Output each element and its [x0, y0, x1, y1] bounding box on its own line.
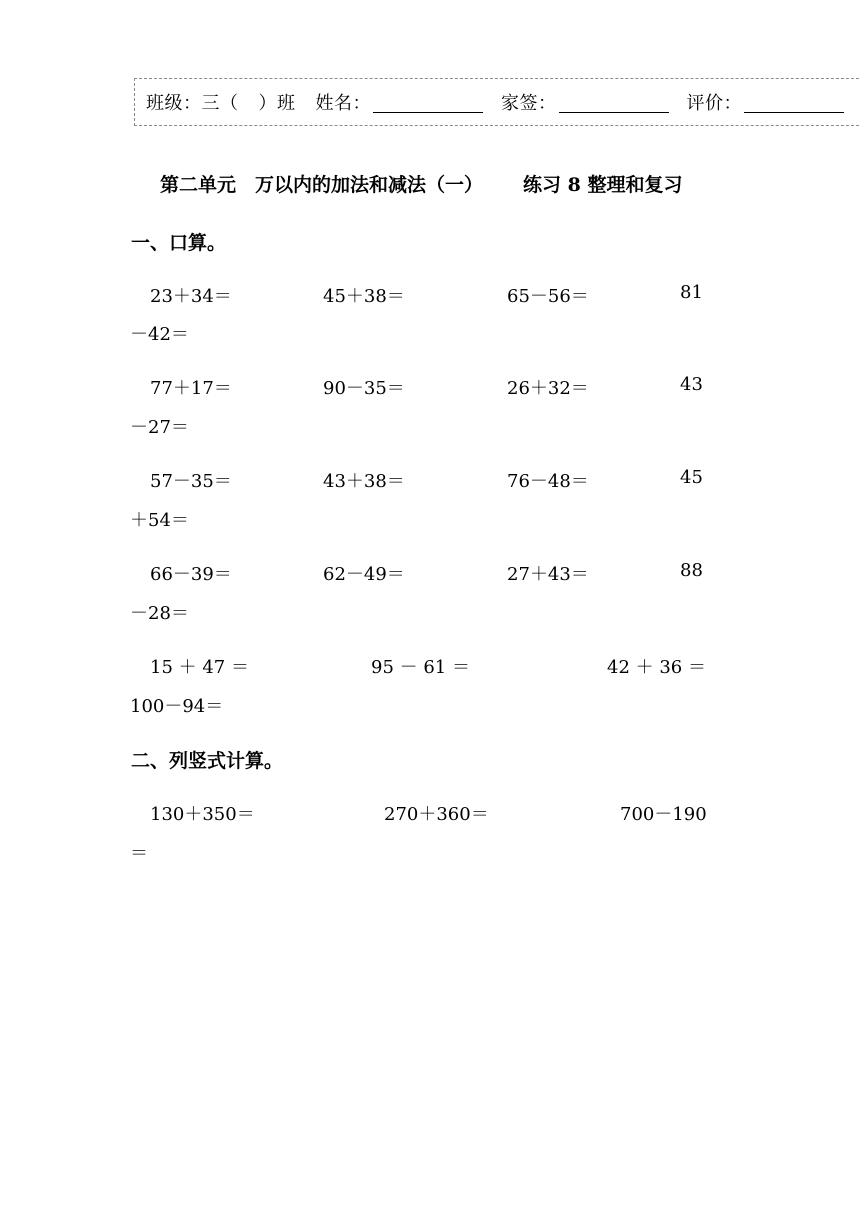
student-info-line [146, 88, 844, 116]
lesson-title: 练习 8 整理和复习 [523, 174, 683, 196]
section-heading-oral: 一、口算。 [131, 232, 227, 254]
problem: 57－35＝ [150, 471, 232, 492]
problem: 42 ＋ 36 ＝ [607, 657, 706, 678]
class-suffix: ）班 [258, 93, 296, 114]
class-label: 班级：三（ [146, 93, 239, 114]
name-label: 姓名： [315, 93, 371, 114]
name-field[interactable] [373, 92, 483, 113]
problem: 62－49＝ [323, 564, 405, 585]
parent-sign-label: 家签： [501, 93, 557, 114]
problem-part: ＋54＝ [130, 510, 189, 531]
problem: 65－56＝ [507, 286, 589, 307]
problem-part: －27＝ [130, 417, 189, 438]
parent-sign-field[interactable] [559, 92, 669, 113]
problem: 270＋360＝ [384, 804, 489, 825]
problem: 77＋17＝ [150, 378, 232, 399]
problem-part: 43 [680, 374, 703, 395]
unit-title: 第二单元 万以内的加法和减法（一） [160, 174, 484, 196]
problem: 15 ＋ 47 ＝ [150, 657, 249, 678]
problem: 76－48＝ [507, 471, 589, 492]
problem: 95 － 61 ＝ [371, 657, 470, 678]
problem: 23＋34＝ [150, 286, 232, 307]
problem: 45＋38＝ [323, 286, 405, 307]
problem: 90－35＝ [323, 378, 405, 399]
page-title [160, 170, 682, 197]
problem-part: 45 [680, 467, 703, 488]
problem-part: 700－190 [620, 804, 707, 825]
problem: 66－39＝ [150, 564, 232, 585]
problem: 100－94＝ [130, 696, 224, 717]
problem: 130＋350＝ [150, 804, 255, 825]
problem-part: ＝ [130, 843, 148, 864]
problem-part: －28＝ [130, 603, 189, 624]
problem-part: 88 [680, 560, 703, 581]
evaluation-label: 评价： [686, 93, 742, 114]
problem: 43＋38＝ [323, 471, 405, 492]
section-heading-vertical: 二、列竖式计算。 [131, 750, 284, 772]
problem: 26＋32＝ [507, 378, 589, 399]
problem-part: 81 [680, 282, 703, 303]
evaluation-field[interactable] [744, 92, 844, 113]
problem-part: －42＝ [130, 324, 189, 345]
problem: 27＋43＝ [507, 564, 589, 585]
